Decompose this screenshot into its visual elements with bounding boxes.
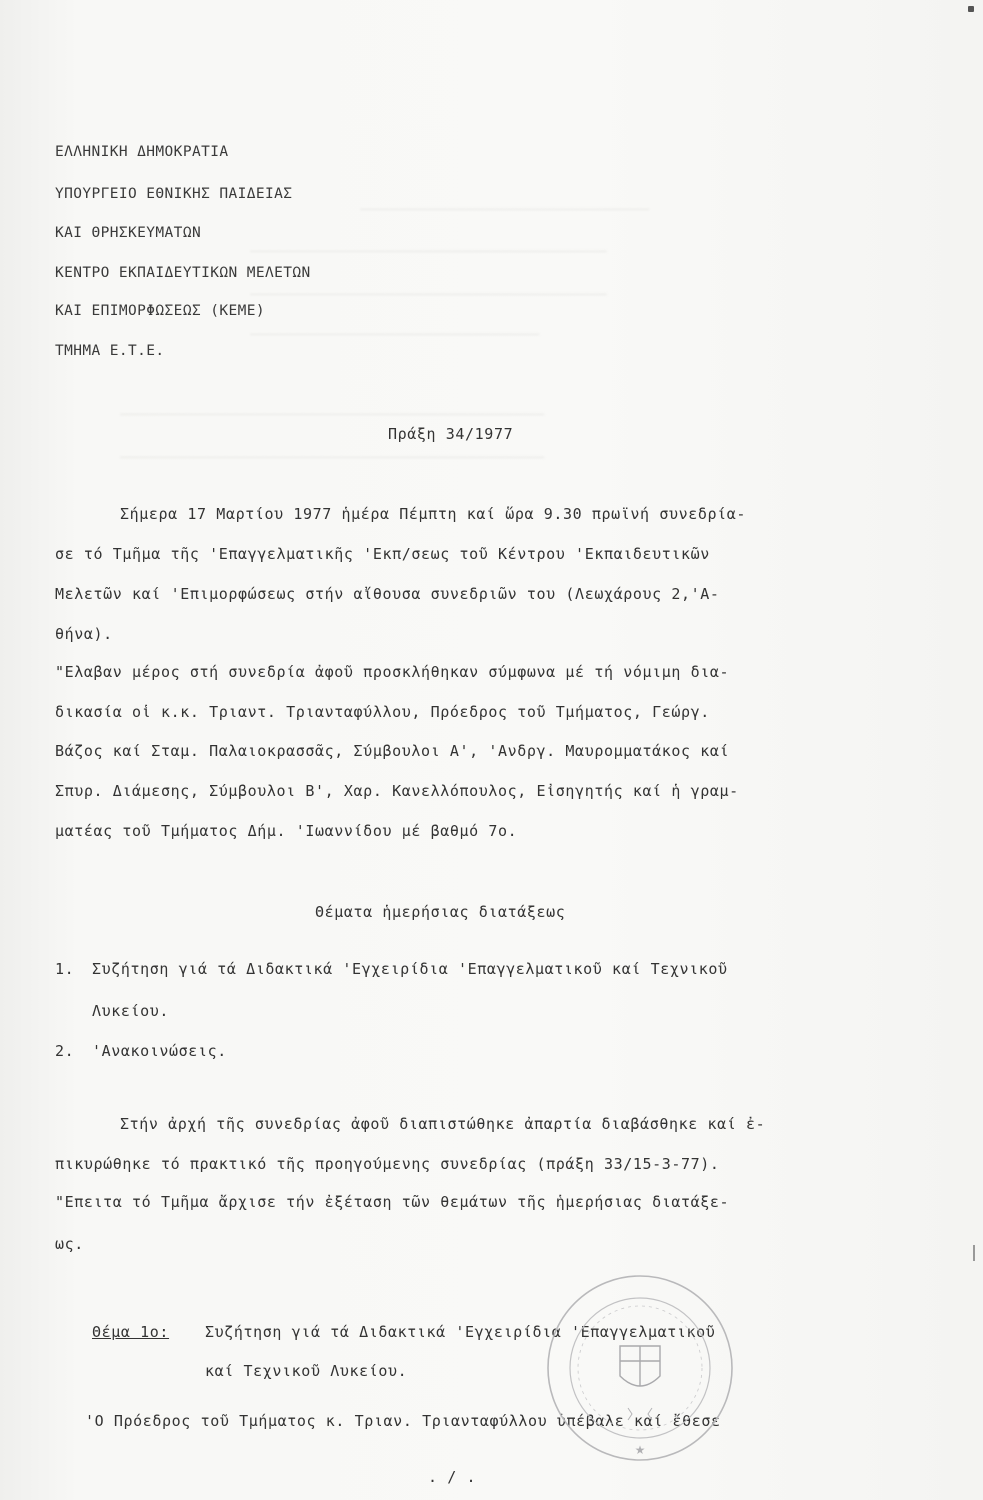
letterhead-line: ΚΑΙ ΕΠΙΜΟΡΦΩΣΕΩΣ (ΚΕΜΕ) bbox=[55, 303, 265, 319]
paragraph-line: "Ελαβαν μέρος στή συνεδρία ἀφοῦ προσκλήθηκαν σύμφωνα μέ τή νόμιμη δια- bbox=[55, 663, 730, 681]
show-through-text: ────────────────────────────── bbox=[250, 325, 539, 344]
paragraph-line: ως. bbox=[55, 1235, 84, 1253]
letterhead-line: ΚΑΙ ΘΡΗΣΚΕΥΜΑΤΩΝ bbox=[55, 225, 202, 241]
paragraph-line: 'Ο Πρόεδρος τοῦ Τμήματος κ. Τριαν. Τριανταφύλλου ὑπέβαλε καί ἔθεσε bbox=[85, 1412, 721, 1430]
show-through-text: ──────────────────────────────────────────── bbox=[120, 448, 544, 467]
paragraph-line: Σπυρ. Διάμεσης, Σύμβουλοι Β', Χαρ. Κανελλόπουλος, Εἰσηγητής καί ἡ γραμ- bbox=[55, 782, 739, 800]
show-through-text: ───────────────────────────────────── bbox=[250, 242, 607, 261]
letterhead-line: ΤΜΗΜΑ Ε.Τ.Ε. bbox=[55, 343, 165, 359]
show-through-text: ────────────────────────────── bbox=[360, 200, 649, 219]
paragraph-line: δικασία οἱ κ.κ. Τριαντ. Τριανταφύλλου, Πρόεδρος τοῦ Τμήματος, Γεώργ. bbox=[55, 703, 710, 721]
paragraph-line: θήνα). bbox=[55, 625, 113, 643]
document-title: Πράξη 34/1977 bbox=[388, 425, 514, 443]
agenda-item-number: 2. bbox=[55, 1042, 75, 1060]
official-seal-stamp bbox=[540, 1268, 740, 1468]
continuation-marker: . / . bbox=[428, 1468, 477, 1486]
letterhead-line: ΚΕΝΤΡΟ ΕΚΠΑΙΔΕΥΤΙΚΩΝ ΜΕΛΕΤΩΝ bbox=[55, 265, 311, 281]
svg-text:★: ★ bbox=[634, 1443, 646, 1457]
letterhead-line: ΕΛΛΗΝΙΚΗ ΔΗΜΟΚΡΑΤΙΑ bbox=[55, 144, 229, 160]
agenda-item-number: 1. bbox=[55, 960, 75, 978]
topic-text: καί Τεχνικοῦ Λυκείου. bbox=[205, 1362, 408, 1380]
paragraph-line: Σήμερα 17 Μαρτίου 1977 ἡμέρα Πέμπτη καί ὥρα 9.30 πρωϊνή συνεδρία- bbox=[120, 505, 746, 523]
agenda-heading: Θέματα ἡμερήσιας διατάξεως bbox=[315, 903, 566, 921]
agenda-item-text: Λυκείου. bbox=[92, 1002, 170, 1020]
show-through-text: ──────────────────────────────────────────── bbox=[120, 405, 544, 424]
letterhead-line: ΥΠΟΥΡΓΕΙΟ ΕΘΝΙΚΗΣ ΠΑΙΔΕΙΑΣ bbox=[55, 186, 293, 202]
scan-artifact bbox=[973, 1245, 975, 1261]
paragraph-line: ματέας τοῦ Τμήματος Δήμ. 'Ιωαννίδου μέ βαθμό 7ο. bbox=[55, 822, 518, 840]
agenda-item-text: 'Ανακοινώσεις. bbox=[92, 1042, 227, 1060]
paragraph-line: Στήν ἀρχή τῆς συνεδρίας ἀφοῦ διαπιστώθηκε ἀπαρτία διαβάσθηκε καί ἐ- bbox=[120, 1115, 766, 1133]
paragraph-line: "Επειτα τό Τμῆμα ἄρχισε τήν ἐξέταση τῶν θεμάτων τῆς ἡμερήσιας διατάξε- bbox=[55, 1193, 730, 1211]
paragraph-line: Μελετῶν καί 'Επιμορφώσεως στήν αἴθουσα συνεδριῶν του (Λεωχάρους 2,'Α- bbox=[55, 585, 720, 603]
paragraph-line: Βάζος καί Σταμ. Παλαιοκρασσᾶς, Σύμβουλοι Α', 'Ανδργ. Μαυρομματάκος καί bbox=[55, 742, 730, 760]
topic-text: Συζήτηση γιά τά Διδακτικά 'Εγχειρίδια 'Επαγγελματικοῦ bbox=[205, 1323, 716, 1341]
scan-artifact bbox=[968, 6, 974, 12]
topic-label: Θέμα 1ο: bbox=[92, 1323, 170, 1341]
paragraph-line: σε τό Τμῆμα τῆς 'Επαγγελματικῆς 'Εκπ/σεως τοῦ Κέντρου 'Εκπαιδευτικῶν bbox=[55, 545, 710, 563]
paragraph-line: πικυρώθηκε τό πρακτικό τῆς προηγούμενης συνεδρίας (πράξη 33/15-3-77). bbox=[55, 1155, 720, 1173]
agenda-item-text: Συζήτηση γιά τά Διδακτικά 'Εγχειρίδια 'Επαγγελματικοῦ καί Τεχνικοῦ bbox=[92, 960, 728, 978]
show-through-text: ───────────────────────────────────── bbox=[250, 285, 607, 304]
